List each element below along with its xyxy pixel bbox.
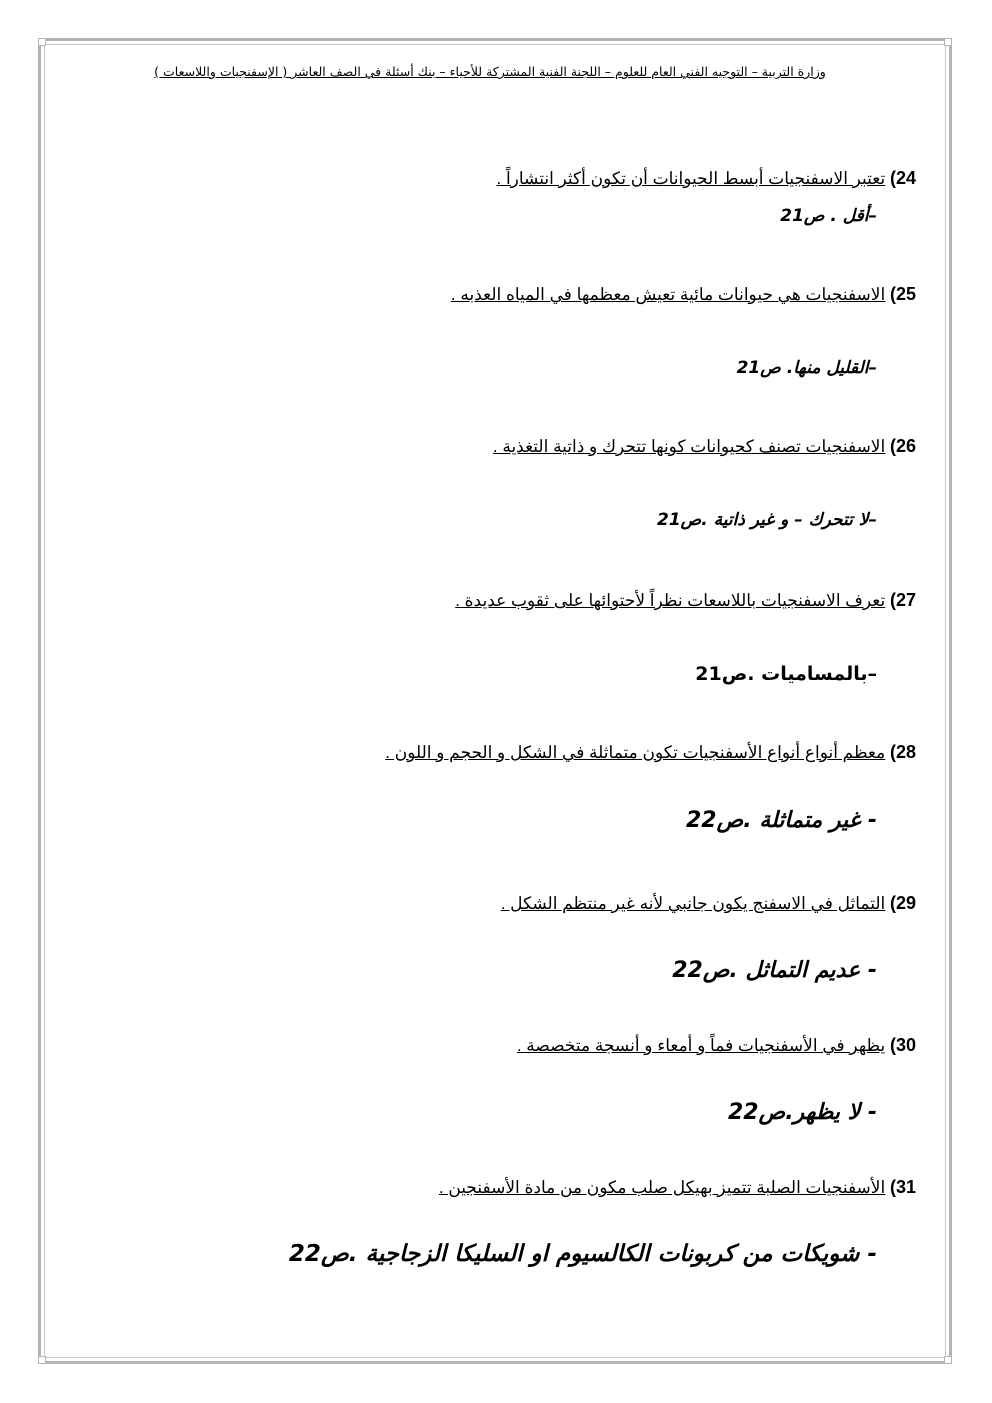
answer-30: - لا يظهر.ص22 bbox=[727, 1100, 877, 1125]
question-text: الاسفنجيات هي حيوانات مائية تعيش معظمها في المياه العذبه . bbox=[450, 285, 886, 304]
question-30 bbox=[517, 1035, 916, 1056]
question-28 bbox=[385, 742, 916, 763]
question-29 bbox=[501, 893, 916, 914]
question-24 bbox=[497, 168, 917, 189]
question-number: 29) bbox=[889, 893, 916, 913]
answer-29: - عديم التماثل .ص22 bbox=[672, 958, 877, 983]
question-text: يظهر في الأسفنجيات فماً و أمعاء و أنسجة متخصصة . bbox=[516, 1036, 886, 1055]
question-text: تعتبر الاسفنجيات أبسط الحيوانات أن تكون أكثر انتشاراً . bbox=[496, 169, 886, 188]
answer-24: –أقل . ص21 bbox=[780, 206, 877, 226]
question-text: التماثل في الاسفنج يكون جانبي لأنه غير منتظم الشكل . bbox=[500, 894, 886, 913]
border-corner bbox=[944, 1356, 952, 1364]
border-corner bbox=[38, 38, 46, 46]
question-number: 24) bbox=[889, 168, 916, 188]
question-27 bbox=[455, 590, 916, 611]
question-text: الاسفنجيات تصنف كحيوانات كونها تتحرك و ذاتية التغذية . bbox=[492, 437, 886, 456]
question-number: 26) bbox=[889, 436, 916, 456]
answer-31: - شويكات من كربونات الكالسيوم او السليكا الزجاجية .ص22 bbox=[288, 1241, 877, 1267]
question-26 bbox=[493, 436, 916, 457]
question-number: 28) bbox=[889, 742, 916, 762]
answer-25: –القليل منها. ص21 bbox=[736, 358, 877, 378]
question-text: تعرف الاسفنجيات باللاسعات نظراً لأحتوائها على ثقوب عديدة . bbox=[455, 591, 886, 610]
question-number: 25) bbox=[889, 284, 916, 304]
answer-27: –بالمساميات .ص21 bbox=[695, 663, 877, 685]
answer-26: –لا تتحرك – و غير ذاتية .ص21 bbox=[657, 510, 877, 530]
answer-28: - غير متماثلة .ص22 bbox=[685, 808, 877, 833]
question-number: 30) bbox=[889, 1035, 916, 1055]
page-header: وزارة التربية – التوجيه الفني العام للعلوم – اللجنة الفنية المشتركة للأحياء – بنك أسئلة في الصف العاشر ( الإسفنجيات واللاسعات ) bbox=[154, 64, 826, 79]
question-number: 31) bbox=[889, 1177, 916, 1197]
border-corner bbox=[944, 38, 952, 46]
question-31 bbox=[439, 1177, 916, 1198]
question-text: معظم أنواع أنواع الأسفنجيات تكون متماثلة في الشكل و الحجم و اللون . bbox=[385, 743, 886, 762]
page-border-inner bbox=[44, 44, 946, 1358]
question-25 bbox=[451, 284, 916, 305]
question-number: 27) bbox=[889, 590, 916, 610]
question-text: الأسفنجيات الصلبة تتميز بهيكل صلب مكون من مادة الأسفنجين . bbox=[438, 1178, 886, 1197]
border-corner bbox=[38, 1356, 46, 1364]
